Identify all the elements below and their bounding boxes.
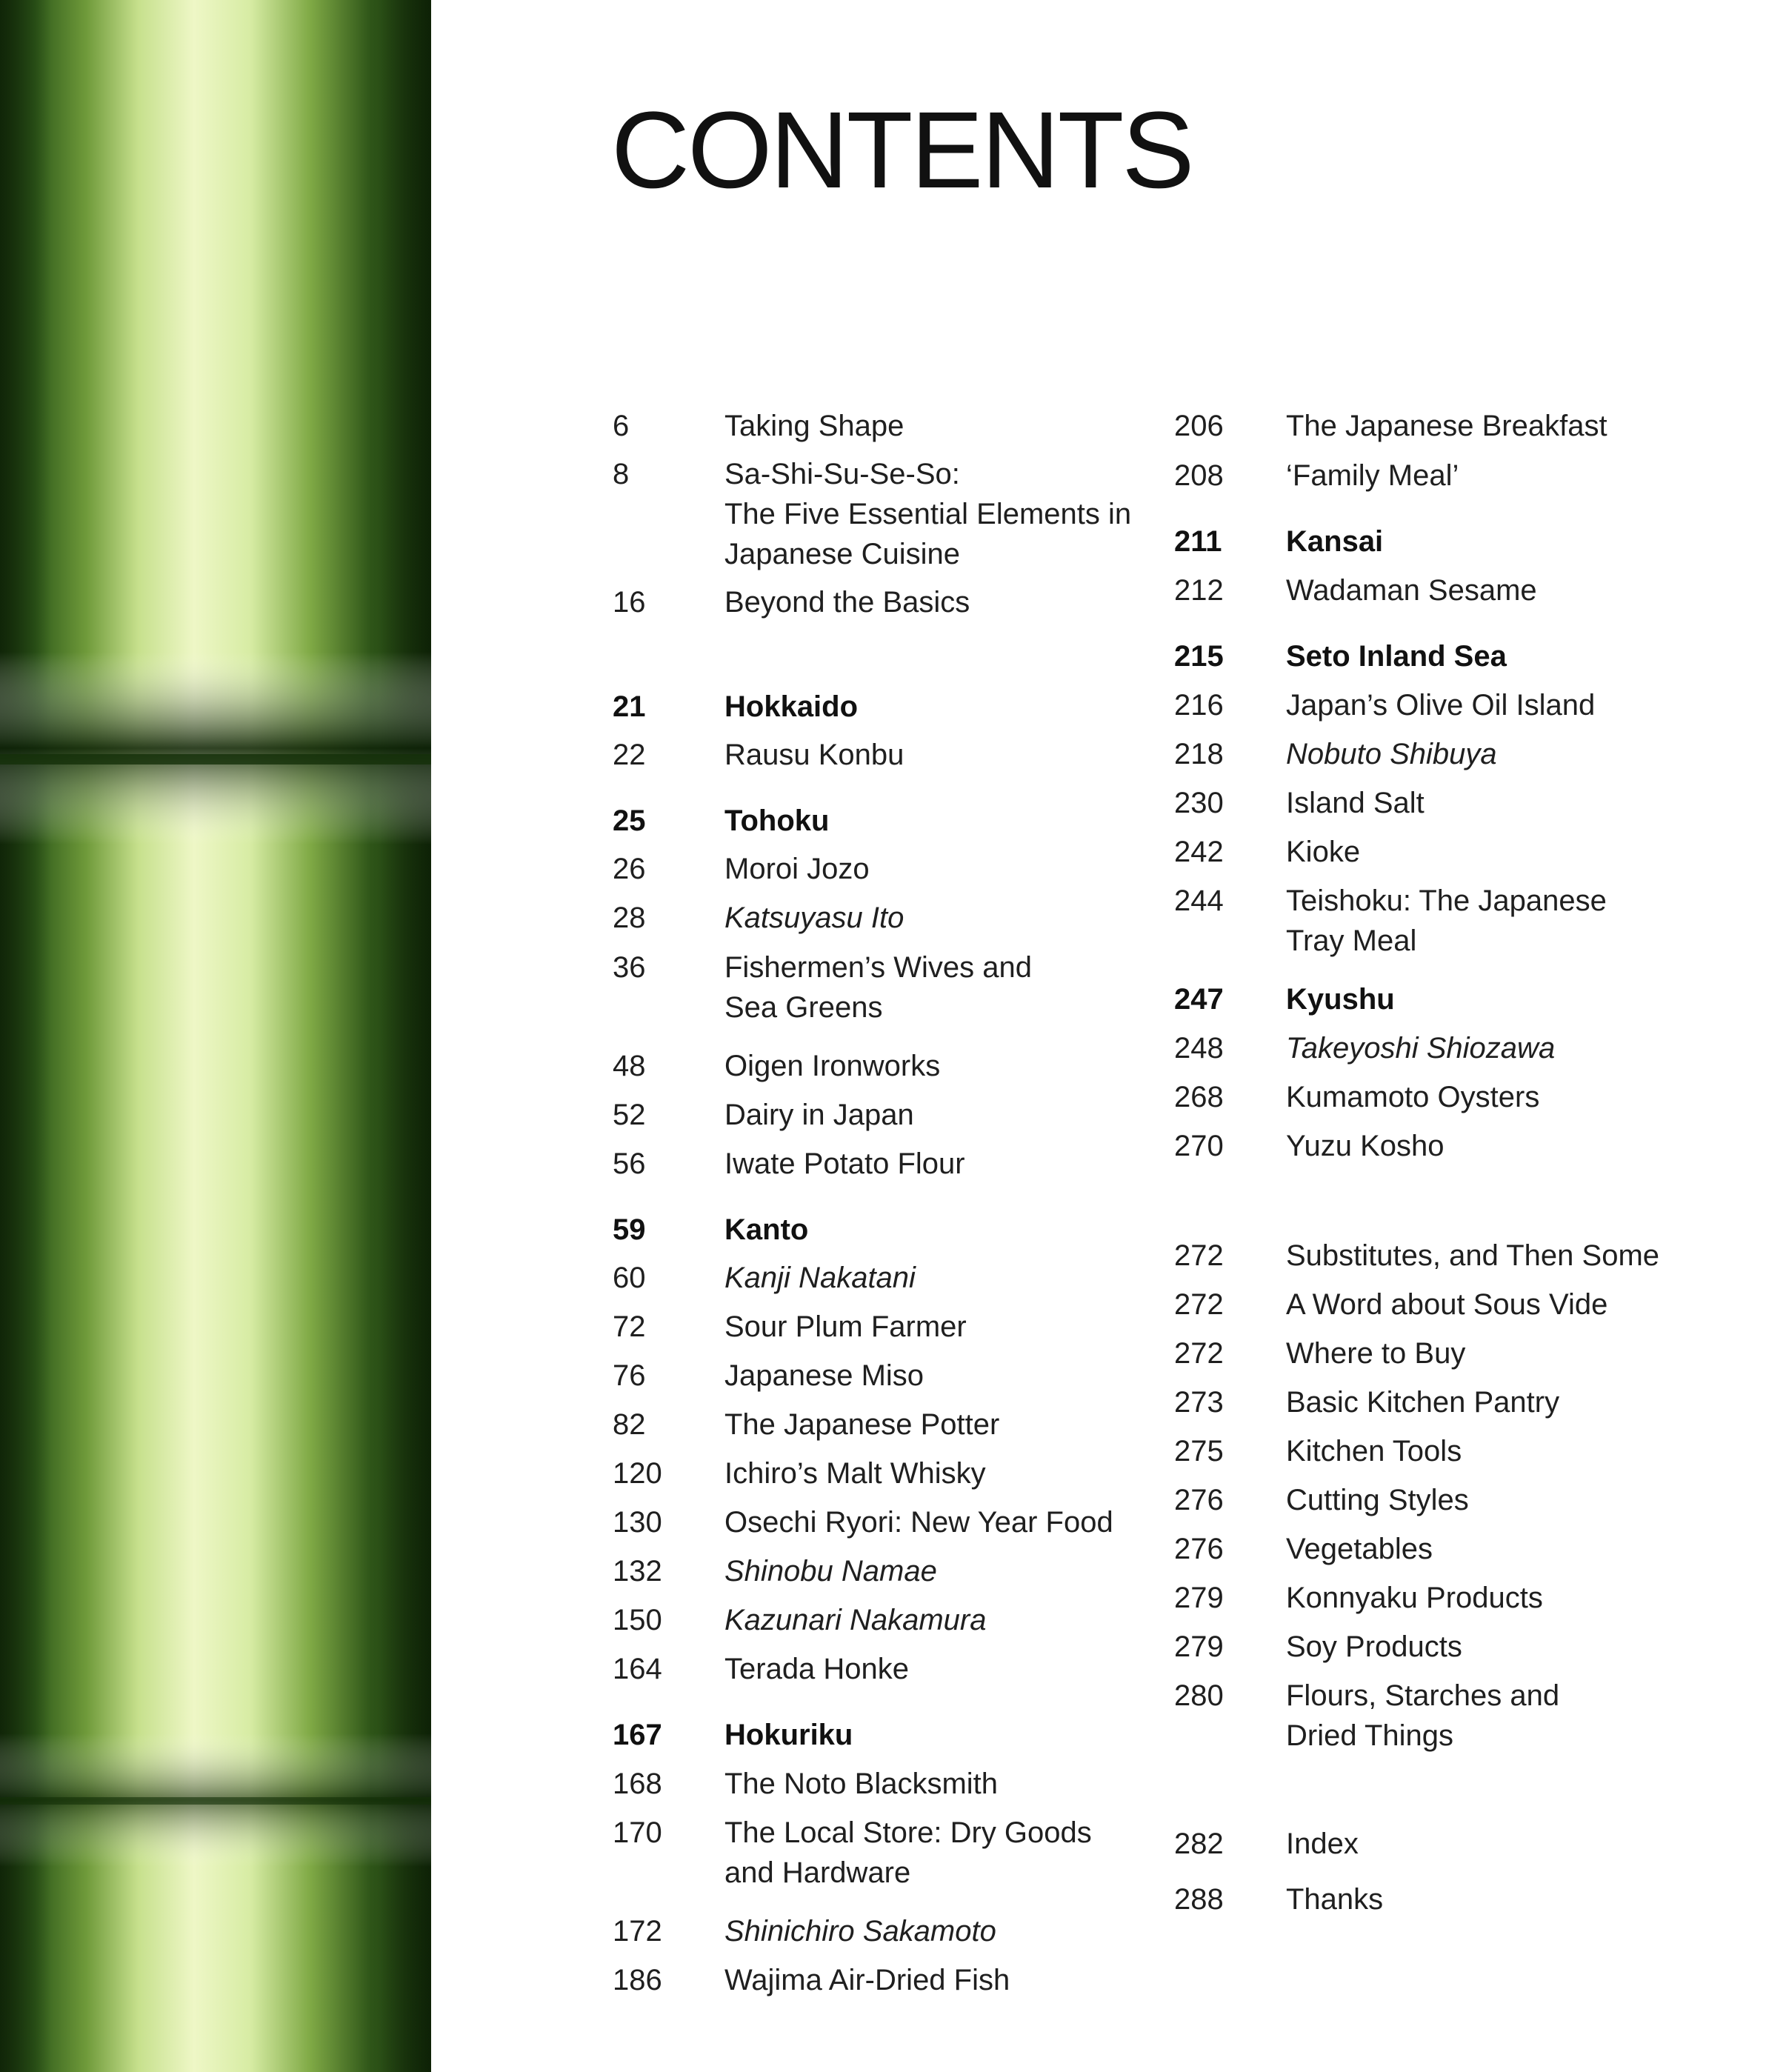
toc-page-number: 172	[613, 1915, 662, 1948]
toc-title-line: Kumamoto Oysters	[1286, 1081, 1540, 1113]
toc-title-line: Moroi Jozo	[724, 853, 870, 885]
toc-page-number: 215	[1174, 640, 1224, 673]
toc-page-number: 211	[1174, 525, 1222, 558]
toc-entry-title	[724, 687, 858, 727]
toc-page-number: 272	[1174, 1288, 1224, 1321]
toc-page-number: 208	[1174, 459, 1224, 492]
toc-page-number: 273	[1174, 1386, 1224, 1419]
toc-title-line: Kyushu	[1286, 983, 1395, 1016]
toc-title-line: A Word about Sous Vide	[1286, 1288, 1608, 1321]
toc-title-line: Kitchen Tools	[1286, 1435, 1462, 1468]
toc-entry-title	[724, 406, 904, 446]
toc-entry-title	[724, 1095, 914, 1135]
toc-entry-title	[1286, 1028, 1555, 1068]
toc-page-number: 280	[1174, 1679, 1224, 1712]
toc-page-number: 72	[613, 1310, 646, 1343]
toc-title-line: Kioke	[1286, 836, 1361, 868]
toc-entry-title	[724, 454, 1131, 574]
toc-page-number: 25	[613, 805, 646, 837]
toc-page-number: 268	[1174, 1081, 1224, 1113]
toc-title-line: Japanese Miso	[724, 1359, 924, 1392]
toc-page-number: 272	[1174, 1337, 1224, 1370]
toc-entry-title	[1286, 570, 1537, 610]
toc-page-number: 170	[613, 1816, 662, 1849]
toc-entry-title	[1286, 1824, 1359, 1864]
toc-title-line: Sa-Shi-Su-Se-So:	[724, 458, 960, 490]
toc-entry-title	[1286, 1627, 1462, 1667]
toc-entry-title	[724, 1144, 965, 1184]
toc-title-line: Kansai	[1286, 525, 1384, 558]
toc-entry-title	[724, 1356, 924, 1396]
toc-title-line: Ichiro’s Malt Whisky	[724, 1457, 986, 1490]
toc-entry-title	[724, 801, 829, 841]
toc-title-line: Iwate Potato Flour	[724, 1147, 965, 1180]
toc-title-line: Dairy in Japan	[724, 1099, 914, 1131]
toc-title-line: The Noto Blacksmith	[724, 1768, 999, 1800]
toc-page-number: 22	[613, 739, 646, 771]
toc-page-number: 244	[1174, 885, 1224, 917]
toc-entry-title	[1286, 456, 1459, 496]
toc-title-line: Vegetables	[1286, 1533, 1433, 1565]
toc-page-number: 216	[1174, 689, 1224, 722]
toc-entry-title	[1286, 522, 1383, 562]
toc-page-number: 270	[1174, 1130, 1224, 1162]
toc-title-line: Wajima Air-Dried Fish	[724, 1964, 1010, 1996]
toc-page-number: 76	[613, 1359, 646, 1392]
toc-title-line: Cutting Styles	[1286, 1484, 1469, 1516]
toc-title-line: Soy Products	[1286, 1630, 1462, 1663]
bamboo-photo	[0, 0, 431, 2072]
toc-title-line: Thanks	[1286, 1883, 1384, 1916]
toc-entry-title	[724, 1960, 1010, 2000]
toc-page-number: 242	[1174, 836, 1224, 868]
toc-page-number: 186	[613, 1964, 662, 1996]
toc-title-line: Tohoku	[724, 805, 830, 837]
toc-title-line: Hokkaido	[724, 690, 859, 723]
toc-page-number: 167	[613, 1719, 662, 1751]
toc-title-line: Teishoku: The Japanese	[1286, 885, 1607, 917]
toc-title-line: Substitutes, and Then Some	[1286, 1239, 1660, 1272]
toc-page-number: 21	[613, 690, 646, 723]
toc-entry-title	[1286, 1480, 1469, 1520]
toc-page-number: 16	[613, 586, 646, 619]
toc-entry-title	[724, 1911, 996, 1951]
toc-page-number: 26	[613, 853, 646, 885]
toc-entry-title	[1286, 1529, 1433, 1569]
toc-title-line: Sour Plum Farmer	[724, 1310, 967, 1343]
toc-page-number: 248	[1174, 1032, 1224, 1065]
toc-page-number: 288	[1174, 1883, 1224, 1916]
toc-page-number: 8	[613, 458, 630, 490]
toc-page-number: 164	[613, 1653, 662, 1685]
toc-title-line: Taking Shape	[724, 410, 904, 442]
toc-entry-title	[1286, 979, 1395, 1019]
toc-title-line: Sea Greens	[724, 991, 883, 1024]
toc-title-line: Dried Things	[1286, 1719, 1454, 1752]
toc-page-number: 120	[613, 1457, 662, 1490]
toc-page-number: 168	[613, 1768, 662, 1800]
toc-entry-title	[1286, 1126, 1445, 1166]
toc-page-number: 206	[1174, 410, 1224, 442]
toc-title-line: and Hardware	[724, 1856, 911, 1889]
toc-page-number: 82	[613, 1408, 646, 1441]
toc-entry-title	[1286, 783, 1425, 823]
toc-entry-title	[1286, 1578, 1543, 1618]
toc-page-number: 279	[1174, 1630, 1224, 1663]
toc-title-line: Beyond the Basics	[724, 586, 970, 619]
toc-page-number: 48	[613, 1050, 646, 1082]
toc-title-line: Kanto	[724, 1213, 809, 1246]
toc-title-line: Hokuriku	[724, 1719, 853, 1751]
toc-page-number: 150	[613, 1604, 662, 1636]
toc-title-line: Seto Inland Sea	[1286, 640, 1507, 673]
toc-page-number: 212	[1174, 574, 1224, 607]
toc-title-line: Island Salt	[1286, 787, 1425, 819]
toc-entry-title	[724, 1764, 998, 1804]
toc-entry-title	[1286, 406, 1607, 446]
toc-entry-title	[724, 582, 970, 622]
toc-entry-title	[724, 1600, 987, 1640]
toc-title-line: Japan’s Olive Oil Island	[1286, 689, 1596, 722]
toc-page-number: 36	[613, 951, 646, 984]
toc-entry-title	[724, 735, 904, 775]
toc-title-line: The Local Store: Dry Goods	[724, 1816, 1092, 1849]
toc-entry-title	[724, 1307, 967, 1347]
toc-title-line: Terada Honke	[724, 1653, 910, 1685]
toc-entry-title	[724, 1258, 916, 1298]
toc-title-line: The Japanese Potter	[724, 1408, 1000, 1441]
toc-title-line: Fishermen’s Wives and	[724, 951, 1032, 984]
toc-page-number: 59	[613, 1213, 646, 1246]
toc-title-line: Nobuto Shibuya	[1286, 738, 1497, 770]
toc-entry-title	[724, 1502, 1113, 1542]
toc-entry-title	[724, 1715, 853, 1755]
toc-title-line: Flours, Starches and	[1286, 1679, 1560, 1712]
toc-entry-title	[1286, 832, 1360, 872]
toc-page-number: 132	[613, 1555, 662, 1588]
toc-entry-title	[1286, 1285, 1607, 1325]
toc-entry-title	[1286, 636, 1507, 676]
toc-entry-title	[724, 1210, 808, 1250]
toc-entry-title	[1286, 734, 1497, 774]
toc-page-number: 218	[1174, 738, 1224, 770]
toc-title-line: Japanese Cuisine	[724, 538, 960, 570]
toc-entry-title	[1286, 1431, 1462, 1471]
toc-entry-title	[724, 1551, 937, 1591]
toc-page-number: 130	[613, 1506, 662, 1539]
toc-title-line: Osechi Ryori: New Year Food	[724, 1506, 1113, 1539]
toc-page-number: 6	[613, 410, 630, 442]
toc-page-number: 247	[1174, 983, 1224, 1016]
toc-title-line: Shinobu Namae	[724, 1555, 937, 1588]
toc-page-number: 275	[1174, 1435, 1224, 1468]
toc-entry-title	[1286, 685, 1595, 725]
toc-title-line: Kazunari Nakamura	[724, 1604, 987, 1636]
toc-page-number: 60	[613, 1262, 646, 1294]
toc-title-line: Index	[1286, 1828, 1359, 1860]
toc-page-number: 276	[1174, 1533, 1224, 1565]
toc-title-line: ‘Family Meal’	[1286, 459, 1459, 492]
toc-title-line: The Japanese Breakfast	[1286, 410, 1607, 442]
toc-entry-title	[724, 849, 870, 889]
toc-entry-title	[724, 1813, 1092, 1893]
toc-title-line: Katsuyasu Ito	[724, 902, 904, 934]
toc-entry-title	[1286, 1333, 1465, 1373]
toc-page-number: 28	[613, 902, 646, 934]
toc-entry-title	[724, 1649, 909, 1689]
toc-entry-title	[724, 1405, 999, 1445]
toc-title-line: Yuzu Kosho	[1286, 1130, 1445, 1162]
toc-page-number: 52	[613, 1099, 646, 1131]
toc-title-line: Rausu Konbu	[724, 739, 904, 771]
toc-entry-title	[724, 898, 904, 938]
toc-page-number: 276	[1174, 1484, 1224, 1516]
toc-entry-title	[1286, 881, 1607, 961]
toc-title-line: Takeyoshi Shiozawa	[1286, 1032, 1556, 1065]
toc-entry-title	[1286, 1676, 1559, 1756]
toc-entry-title	[724, 1046, 940, 1086]
toc-page-number: 230	[1174, 787, 1224, 819]
toc-page-number: 272	[1174, 1239, 1224, 1272]
toc-title-line: Wadaman Sesame	[1286, 574, 1537, 607]
toc-title-line: Tray Meal	[1286, 925, 1417, 957]
toc-page-number: 56	[613, 1147, 646, 1180]
toc-entry-title	[724, 947, 1032, 1027]
toc-title-line: The Five Essential Elements in	[724, 498, 1132, 530]
toc-entry-title	[1286, 1077, 1539, 1117]
toc-page-number: 282	[1174, 1828, 1224, 1860]
toc-title-line: Oigen Ironworks	[724, 1050, 941, 1082]
toc-title-line: Kanji Nakatani	[724, 1262, 916, 1294]
page-title: CONTENTS	[611, 90, 1193, 211]
toc-title-line: Basic Kitchen Pantry	[1286, 1386, 1560, 1419]
toc-entry-title	[1286, 1236, 1659, 1276]
toc-title-line: Konnyaku Products	[1286, 1582, 1543, 1614]
toc-entry-title	[1286, 1382, 1559, 1422]
toc-entry-title	[724, 1453, 986, 1493]
toc-page-number: 279	[1174, 1582, 1224, 1614]
toc-entry-title	[1286, 1879, 1383, 1919]
toc-title-line: Shinichiro Sakamoto	[724, 1915, 996, 1948]
toc-title-line: Where to Buy	[1286, 1337, 1466, 1370]
